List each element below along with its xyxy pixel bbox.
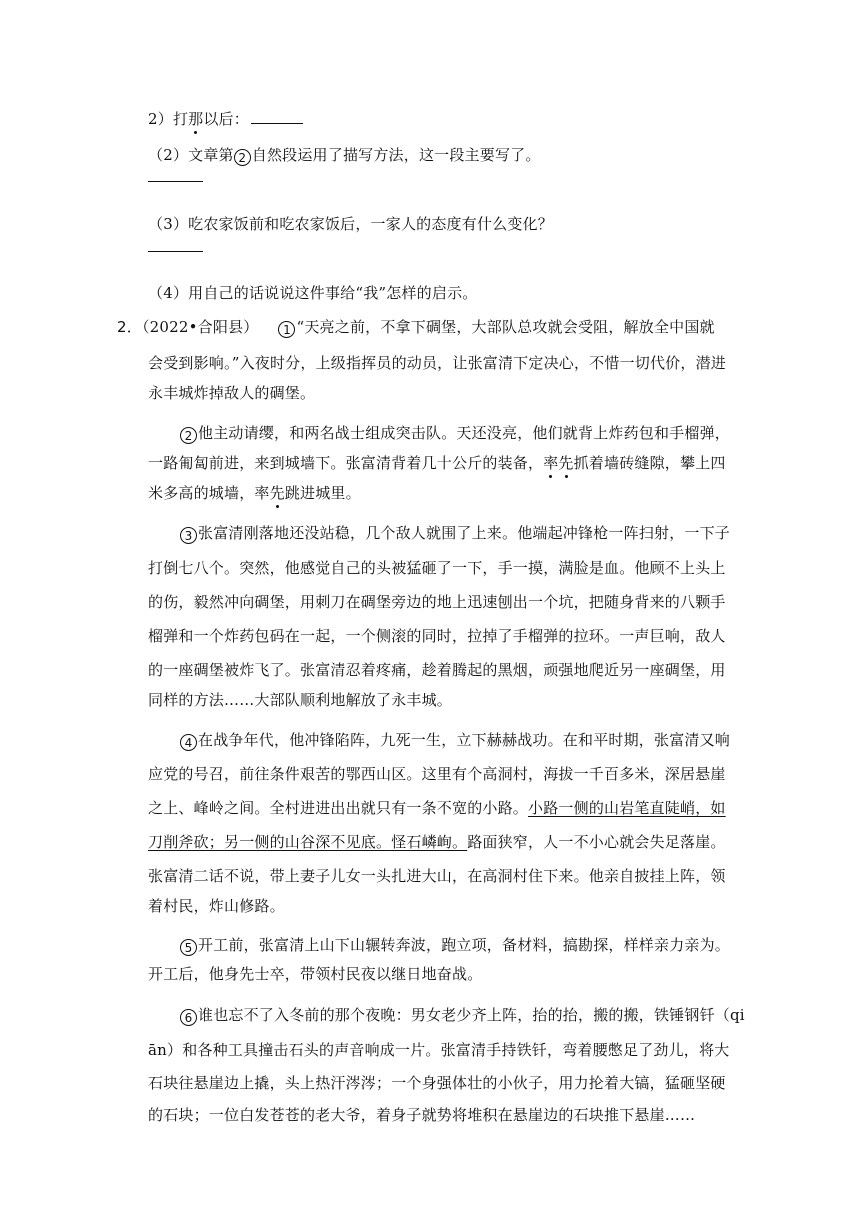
q1-sub-1-2-label: 2）打 — [148, 110, 189, 128]
answer-blank[interactable] — [148, 251, 203, 252]
paragraph-4-line — [180, 730, 730, 751]
paragraph-line: 石块往悬崖边上撬，头上热汗涔涔；一个身强体壮的小伙子，用力抡着大镐，猛砸坚硬 — [148, 1074, 726, 1092]
circled-number: 4 — [180, 734, 197, 751]
paragraph-line: 同样的方法……大部队顺利地解放了永丰城。 — [148, 691, 453, 709]
paragraph-line: 的伤，毅然冲向碉堡，用刺刀在碉堡旁边的地上迅速刨出一个坑，把随身背来的八颗手 — [148, 593, 726, 611]
paragraph-text: 开工前，张富清上山下山辗转奔波，跑立项，备材料，搞勘探，样样亲力亲为。 — [198, 936, 731, 954]
paragraph-text: 之上、峰岭之间。全村进进出出就只有一条不宽的小路。 — [148, 799, 529, 817]
circled-number: 1 — [278, 321, 295, 338]
paragraph-text: 米多高的城墙，率 — [148, 484, 270, 502]
underlined-text: 刀削斧砍；另一侧的山谷深不见底。怪石嶙峋。 — [148, 833, 468, 851]
paragraph-line: 的石块；一位白发苍苍的老大爷，着身子就势将堆积在悬崖边的石块推下悬崖…… — [148, 1106, 696, 1124]
q2-first-line — [117, 317, 715, 338]
paragraph-5-line — [180, 935, 730, 956]
paragraph-2-line — [148, 483, 361, 503]
paragraph-text: 一路匍匐前进，来到城墙下。张富清背着几十公斤的装备， — [148, 454, 544, 472]
paragraph-text: 谁也忘不了入冬前的那个夜晚：男女老少齐上阵，抬的抬，搬的搬，铁锤钢钎（qi — [198, 1006, 745, 1024]
circled-number: 2 — [234, 149, 251, 166]
q1-sub2-prefix: （2）文章第 — [148, 146, 234, 164]
q1-sub-1-2 — [148, 109, 303, 129]
q1-sub2-text: 自然段运用了描写方法，这一段主要写了。 — [251, 146, 541, 164]
paragraph-text: “天亮之前，不拿下碉堡，大部队总攻就会受阻，解放全中国就 — [296, 318, 715, 336]
paragraph-text: 在战争年代，他冲锋陷阵，九死一生，立下赫赫战功。在和平时期，张富清又响 — [198, 731, 731, 749]
paragraph-text: 路面狭窄，人一不小心就会失足落崖。 — [467, 833, 726, 851]
q1-sub4: （4）用自己的话说说这件事给“我”怎样的启示。 — [148, 284, 478, 302]
paragraph-line: 应党的号召，前往条件艰苦的鄂西山区。这里有个高洞村，海拔一千百多米，深居悬崖 — [148, 765, 726, 783]
emphasis-dot-char: 那 — [188, 110, 204, 128]
question-number: 2． — [117, 318, 142, 336]
question-source: （2022•合阳县） — [141, 318, 259, 336]
answer-blank[interactable] — [251, 109, 303, 124]
circled-number: 3 — [180, 527, 197, 544]
q1-sub-1-2-rest: 以后： — [203, 110, 249, 128]
paragraph-line: 榴弹和一个炸药包码在一起，一个侧滚的同时，拉掉了手榴弹的拉环。一声巨响，敌人 — [148, 627, 726, 645]
paragraph-line: 会受到影响。”入夜时分，上级指挥员的动员，让张富清下定决心，不惜一切代价，潜进 — [148, 354, 726, 372]
paragraph-line: 永丰城炸掉敌人的碉堡。 — [148, 384, 316, 402]
emphasis-dot-char: 先 — [558, 454, 574, 472]
paragraph-2-line — [148, 453, 726, 473]
paragraph-6-line — [180, 1005, 745, 1026]
paragraph-4-line — [148, 798, 726, 818]
paragraph-line: 着村民，炸山修路。 — [148, 897, 285, 915]
paragraph-3-line — [180, 523, 730, 544]
emphasis-dot-char: 先 — [269, 484, 285, 502]
paragraph-4-line — [148, 832, 726, 852]
paragraph-text: 张富清刚落地还没站稳，几个敌人就围了上来。他端起冲锋枪一阵扫射，一下子 — [198, 524, 731, 542]
paragraph-text: 他主动请缨，和两名战士组成突击队。天还没亮，他们就背上炸药包和手榴弹， — [198, 424, 731, 442]
emphasis-dot-char: 率 — [543, 454, 559, 472]
paragraph-line: 的一座碉堡被炸飞了。张富清忍着疼痛，趁着腾起的黑烟，顽强地爬近另一座碉堡，用 — [148, 661, 726, 679]
underlined-text: 小路一侧的山岩笔直陡峭，如 — [528, 799, 726, 817]
q1-sub2 — [148, 145, 541, 166]
paragraph-line: 张富清二话不说，带上妻子儿女一头扎进大山，在高洞村住下来。他亲自披挂上阵，领 — [148, 867, 726, 885]
circled-number: 2 — [180, 427, 197, 444]
paragraph-line: 打倒七八个。突然，他感觉自己的头被猛砸了一下，手一摸，满脸是血。他顾不上头上 — [148, 559, 726, 577]
paragraph-line: ān）和各种工具撞击石头的声音响成一片。张富清手持铁钎，弯着腰憋足了劲儿，将大 — [148, 1041, 730, 1059]
circled-number: 6 — [180, 1009, 197, 1026]
paragraph-text: 跳进城里。 — [284, 484, 361, 502]
paragraph-line: 开工后，他身先士卒，带领村民夜以继日地奋战。 — [148, 965, 483, 983]
answer-blank[interactable] — [148, 181, 203, 182]
q1-sub3: （3）吃农家饭前和吃农家饭后，一家人的态度有什么变化？ — [148, 215, 553, 233]
paragraph-text: 抓着墙砖缝隙，攀上四 — [573, 454, 726, 472]
paragraph-2-line — [180, 423, 730, 444]
circled-number: 5 — [180, 939, 197, 956]
